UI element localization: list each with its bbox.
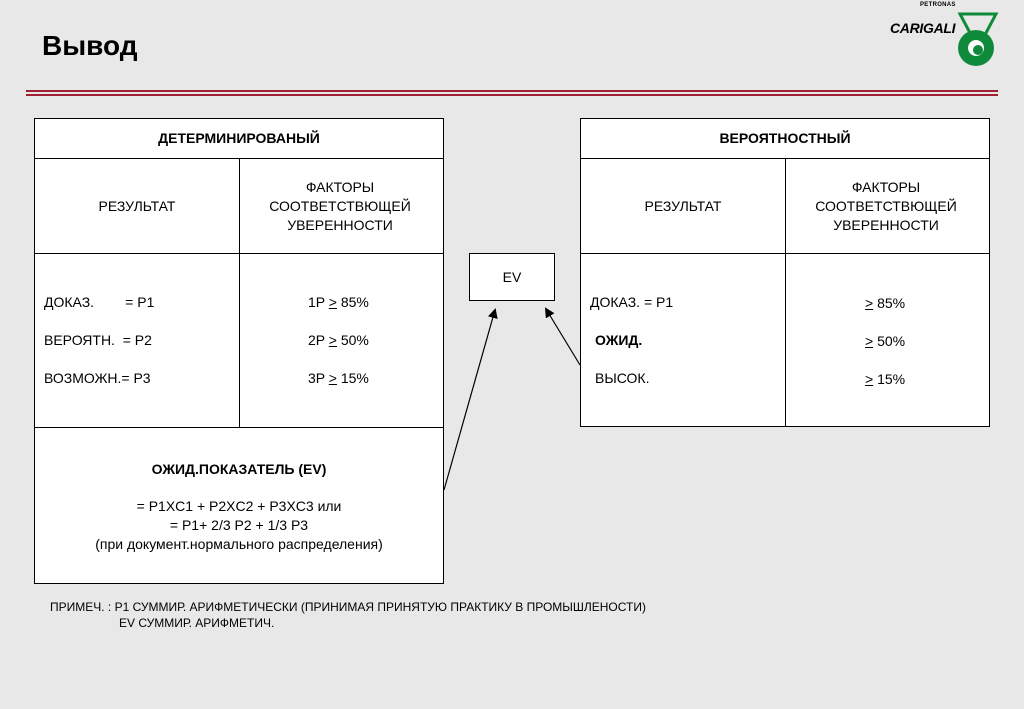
probabilistic-factor-3: > 15%: [865, 371, 906, 387]
deterministic-col-result: РЕЗУЛЬТАТ: [98, 197, 176, 214]
page-title: Вывод: [42, 30, 138, 61]
deterministic-factor-1: 1P > 85%: [308, 294, 369, 310]
probabilistic-col-result: РЕЗУЛЬТАТ: [644, 197, 722, 214]
probabilistic-col-factors: ФАКТОРЫ СООТВЕТСТВЮЩЕЙ УВЕРЕННОСТИ: [815, 178, 957, 233]
deterministic-row-label-3: ВОЗМОЖН.= P3: [44, 370, 151, 386]
note-line-1: ПРИМЕЧ. : P1 СУММИР. АРИФМЕТИЧЕСКИ (ПРИНИМАЯ ПРИНЯТУЮ ПРАКТИКУ В ПРОМЫШЛЕНОСТИ): [50, 600, 646, 614]
probabilistic-header: ВЕРОЯТНОСТНЫЙ: [719, 130, 851, 146]
deterministic-header: ДЕТЕРМИНИРОВАНЫЙ: [158, 130, 320, 146]
arrow-deterministic-to-ev: [444, 310, 495, 490]
probabilistic-row-label-3: ВЫСОК.: [595, 370, 650, 386]
ev-formula-line-1: = P1XC1 + P2XC2 + P3XC3 или: [136, 498, 342, 514]
logo-top-text: PETRONAS: [920, 2, 956, 8]
probabilistic-row-label-1: ДОКАЗ. = P1: [590, 294, 674, 310]
deterministic-factor-2: 2P > 50%: [308, 332, 369, 348]
ev-formula-line-3: (при документ.нормального распределения): [95, 536, 383, 552]
probabilistic-factor-1: > 85%: [865, 295, 906, 311]
probabilistic-row-label-2: ОЖИД.: [595, 332, 643, 348]
ev-formula-title: ОЖИД.ПОКАЗАТЕЛЬ (EV): [151, 460, 327, 477]
ev-formula-line-2: = P1+ 2/3 P2 + 1/3 P3: [169, 517, 309, 533]
logo-text: CARIGALI: [890, 20, 956, 36]
deterministic-row-label-1: ДОКАЗ. = P1: [44, 294, 155, 310]
deterministic-row-label-2: ВЕРОЯТН. = P2: [44, 332, 152, 348]
probabilistic-factor-2: > 50%: [865, 333, 906, 349]
arrow-probabilistic-to-ev: [546, 309, 580, 365]
deterministic-factor-3: 3P > 15%: [308, 370, 369, 386]
ev-box-label: EV: [502, 268, 522, 285]
note-line-2: EV СУММИР. АРИФМЕТИЧ.: [119, 616, 275, 630]
deterministic-col-factors: ФАКТОРЫ СООТВЕТСТВЮЩЕЙ УВЕРЕННОСТИ: [269, 178, 411, 233]
